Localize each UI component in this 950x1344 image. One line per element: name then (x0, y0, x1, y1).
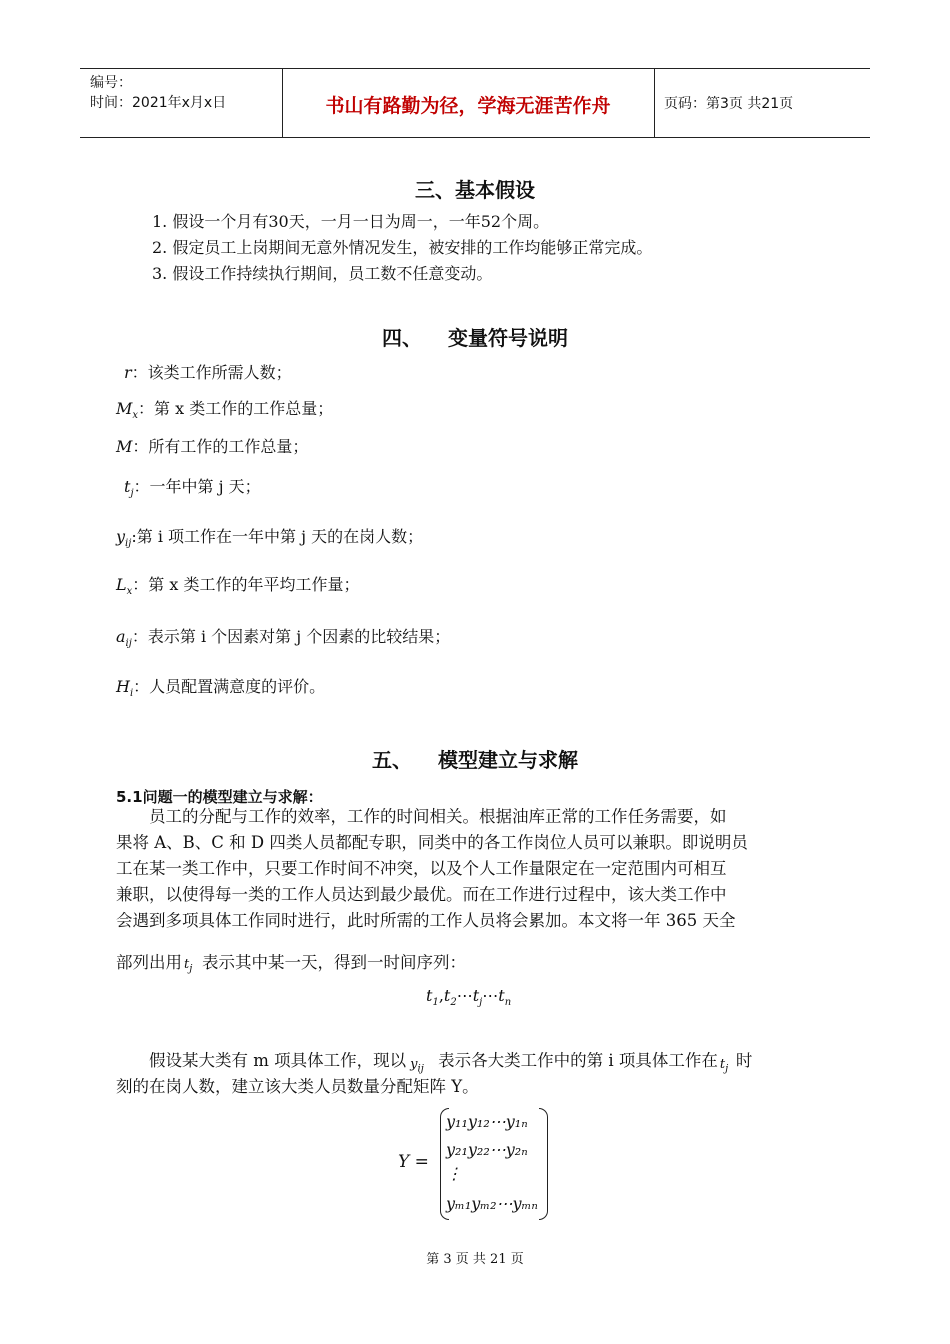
assumption-item: 2. 假定员工上岗期间无意外情况发生，被安排的工作均能够正常完成。 (152, 238, 653, 257)
text-fragment: 表示各大类工作中的第 i 项具体工作在 (438, 1051, 718, 1070)
symbol: r (124, 363, 132, 382)
section3-title: 三、基本假设 (415, 178, 535, 202)
symbol-desc: ：第 x 类工作的工作总量； (138, 399, 334, 418)
symbol: y (116, 527, 126, 546)
section4-number: 四、 (382, 326, 422, 350)
text-fragment: 部列出用 (116, 953, 182, 972)
symbol-entry (116, 524, 423, 549)
symbol: L (116, 575, 127, 594)
text-fragment: 假设某大类有 m 项具体工作，现以 (116, 1051, 407, 1070)
symbol: M (116, 437, 133, 456)
symbol-desc: ：表示第 i 个因素对第 j 个因素的比较结果； (131, 627, 451, 646)
number-label: 编号： (90, 75, 132, 91)
symbol-subscript: j (130, 488, 134, 500)
matrix-row: yₘ₁yₘ₂⋯yₘₙ (446, 1194, 538, 1213)
matrix-row: y₂₁y₂₂⋯y₂ₙ (446, 1140, 528, 1159)
section4-title (0, 322, 950, 351)
symbol-entry (124, 474, 261, 499)
section5-text: 模型建立与求解 (438, 748, 578, 772)
symbol-entry (116, 674, 325, 699)
symbol-entry (124, 360, 292, 383)
matrix-right-paren (539, 1108, 548, 1220)
section5-number: 五、 (372, 748, 412, 772)
paragraph-1-last-line: 部列出用 $t_j$ 表示其中某一天，得到一时间序列： (116, 953, 466, 975)
symbol-desc: ：一年中第 j 天； (133, 477, 261, 496)
symbol-entry (116, 434, 308, 457)
symbol: H (116, 677, 130, 696)
symbol-entry (116, 572, 359, 597)
matrix-y (440, 1108, 548, 1220)
page-footer: 第 3 页 共 21 页 (426, 1252, 524, 1267)
symbol: a (116, 627, 126, 646)
symbol-entry (116, 396, 333, 421)
paragraph-line: 刻的在岗人数，建立该大类人员数量分配矩阵 Y。 (116, 1077, 479, 1096)
symbol-desc: ：人员配置满意度的评价。 (133, 677, 326, 696)
assumption-item: 1. 假设一个月有30天，一月一日为周一，一年52个周。 (152, 212, 550, 231)
header-meta (90, 73, 226, 113)
symbol-desc: :第 i 项工作在一年中第 j 天的在岗人数； (131, 527, 424, 546)
symbol-subscript: x (126, 586, 133, 598)
paragraph-line: 员工的分配与工作的效率，工作的时间相关。根据油库正常的工作任务需要，如 (116, 807, 727, 826)
header-motto: 书山有路勤为径，学海无涯苦作舟 (325, 95, 611, 117)
section5-title (0, 744, 950, 773)
paragraph-2: 假设某大类有 m 项具体工作，现以 $y_{ij}$ 表示各大类工作中的第 i 项具体工作在 $t_j$ 时 刻的在岗人数，建立该大类人员数量分配矩阵 Y。 (116, 1048, 838, 1100)
matrix-row: y₁₁y₁₂⋯y₁ₙ (446, 1112, 528, 1131)
symbol: t (124, 477, 131, 496)
symbol-desc: ：该类工作所需人数； (131, 363, 292, 382)
paragraph-1 (116, 804, 838, 934)
symbol-subscript: ij (125, 538, 132, 550)
matrix-lhs: Y = (398, 1152, 429, 1172)
header-page-label: 页码：第3页 共21页 (664, 96, 794, 112)
header-divider (654, 69, 655, 137)
time-series-formula: $t_1,t_2\cdots t_j\cdots t_n$ (426, 986, 512, 1009)
page-header (80, 68, 870, 138)
time-label: 时间：2021年x月x日 (90, 95, 227, 111)
section4-text: 变量符号说明 (448, 326, 568, 350)
symbol: M (116, 399, 133, 418)
symbol-subscript: ij (125, 638, 132, 650)
paragraph-line: 兼职，以使得每一类的工作人员达到最少最优。而在工作进行过程中，该大类工作中 (116, 885, 727, 904)
symbol-entry (116, 624, 450, 649)
assumption-item: 3. 假设工作持续执行期间，员工数不任意变动。 (152, 264, 493, 283)
text-fragment: 时 (735, 1051, 753, 1070)
symbol-desc: ：所有工作的工作总量； (132, 437, 309, 456)
subsection-heading: 5.1问题一的模型建立与求解： (116, 788, 323, 806)
paragraph-line: 工在某一类工作中，只要工作时间不冲突，以及个人工作量限定在一定范围内可相互 (116, 859, 727, 878)
paragraph-line: 会遇到多项具体工作同时进行，此时所需的工作人员将会累加。本文将一年 365 天全 (116, 911, 736, 930)
paragraph-line: 果将 A、B、C 和 D 四类人员都配专职，同类中的各工作岗位人员可以兼职。即说明员 (116, 833, 748, 852)
text-fragment: 表示其中某一天，得到一时间序列： (202, 953, 466, 972)
symbol-subscript: i (129, 688, 134, 700)
matrix-row: ⋮ (446, 1164, 462, 1183)
symbol-desc: ：第 x 类工作的年平均工作量； (132, 575, 360, 594)
symbol-subscript: x (132, 410, 139, 422)
